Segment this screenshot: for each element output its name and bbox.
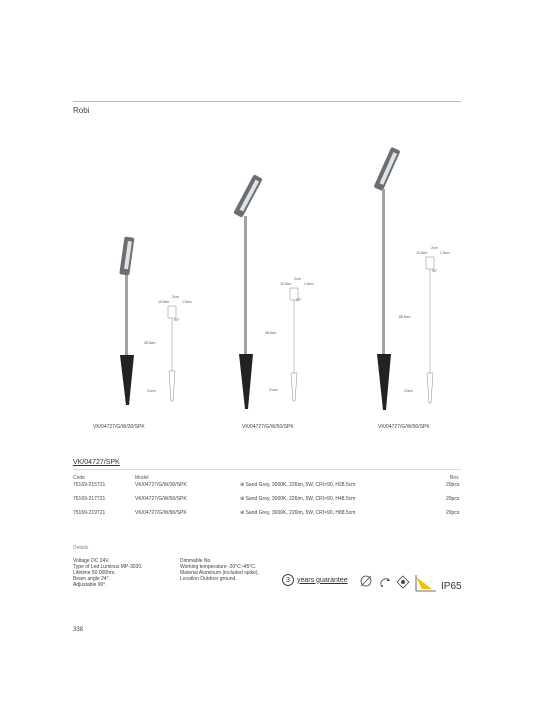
dimension-drawing-1	[140, 293, 195, 405]
row-1-model: VK/04727/G/W/30/SPK	[135, 482, 187, 488]
spec-material: Material Aluminum (included spike).	[180, 570, 259, 576]
spec-beam-angle: Beam angle 24°.	[73, 576, 111, 582]
dim-height: 48.5cm	[265, 331, 277, 335]
top-rule	[73, 101, 461, 102]
dim-spike: 21cm	[147, 389, 156, 393]
ground-spike	[377, 354, 391, 410]
row-3-code: 75169-219721	[73, 510, 106, 516]
pole	[382, 189, 385, 354]
section-title: VK/04727/SPK	[73, 459, 120, 466]
guarantee-text: years guarantee	[297, 576, 348, 584]
section-rule	[73, 469, 461, 470]
guarantee-years: 3	[282, 574, 294, 586]
guarantee-badge	[282, 574, 348, 586]
dim-top-width: 2cm	[431, 246, 438, 250]
page-title: Robi	[73, 106, 90, 115]
dim-height: 88.5cm	[399, 315, 411, 319]
dim-head-depth: 1.5cm	[440, 251, 450, 255]
dim-head-width: 10.5cm	[158, 300, 170, 304]
ground-spike	[239, 354, 253, 409]
row-1-desc: ⊕ Sand Grey, 3000K, 226lm, 5W, CRI>90, H28.5cm	[240, 482, 356, 488]
details-label: Details	[73, 545, 89, 551]
dimension-drawing-3	[397, 243, 452, 405]
product-caption-3: VK/04727/G/W/90/SPK	[378, 424, 430, 430]
spec-led-type: Type of Led Luminus MP-3030.	[73, 564, 143, 570]
dim-top-width: 2cm	[294, 277, 301, 281]
dim-head-width: 10.5cm	[280, 282, 292, 286]
spec-voltage: Voltage DC 24V.	[73, 558, 110, 564]
dim-head-width: 10.5cm	[416, 251, 428, 255]
spec-working-temp: Working temperature -20°C~45°C.	[180, 564, 257, 570]
row-3-model: VK/04727/G/W/90/SPK	[135, 510, 187, 516]
beam-angle-icon	[414, 573, 438, 593]
product-caption-1: VK/04727/G/W/30/SPK	[93, 424, 145, 430]
spec-dimmable: Dimmable No.	[180, 558, 212, 564]
row-2-model: VK/04727/G/W/50/SPK	[135, 496, 187, 502]
pole	[125, 275, 128, 355]
specs-left	[73, 558, 143, 588]
dim-spike: 21cm	[269, 388, 278, 392]
dim-height: 28.5cm	[144, 341, 156, 345]
row-2-desc: ⊕ Sand Grey, 3000K, 226lm, 5W, CRI>90, H48.5cm	[240, 496, 356, 502]
dim-angle: 90°	[432, 269, 438, 273]
dimension-drawing-2	[262, 273, 317, 405]
ground-spike	[120, 355, 134, 405]
col-header-model: Model	[135, 475, 149, 481]
row-2-box: 20pcs	[446, 496, 460, 502]
spec-adjustable: Adjustable 90°.	[73, 582, 107, 588]
dim-head-depth: 1.5cm	[304, 282, 314, 286]
specs-right	[180, 558, 259, 582]
dim-top-width: 2cm	[172, 295, 179, 299]
dim-spike: 21cm	[404, 389, 413, 393]
non-dimmable-icon	[359, 574, 373, 588]
spec-lifetime: Lifetime 50.000hrs.	[73, 570, 116, 576]
page-number: 338	[73, 627, 84, 633]
spec-location: Location Outdoor ground.	[180, 576, 237, 582]
pole	[244, 216, 247, 354]
col-header-code: Code	[73, 475, 85, 481]
row-1-code: 75169-215721	[73, 482, 106, 488]
row-3-desc: ⊕ Sand Grey, 3000K, 226lm, 5W, CRI>90, H88.5cm	[240, 510, 356, 516]
dim-angle: 90°	[296, 298, 302, 302]
rotation-icon	[396, 575, 410, 589]
col-header-box: Box	[450, 475, 459, 481]
adjustable-angle-icon	[378, 575, 392, 589]
row-2-code: 75169-217721	[73, 496, 106, 502]
dim-head-depth: 1.5cm	[182, 300, 192, 304]
product-caption-2: VK/04727/G/W/50/SPK	[242, 424, 294, 430]
ip-rating: IP65	[441, 581, 462, 592]
row-3-box: 20pcs	[446, 510, 460, 516]
row-1-box: 20pcs	[446, 482, 460, 488]
dim-angle: 90°	[174, 318, 180, 322]
